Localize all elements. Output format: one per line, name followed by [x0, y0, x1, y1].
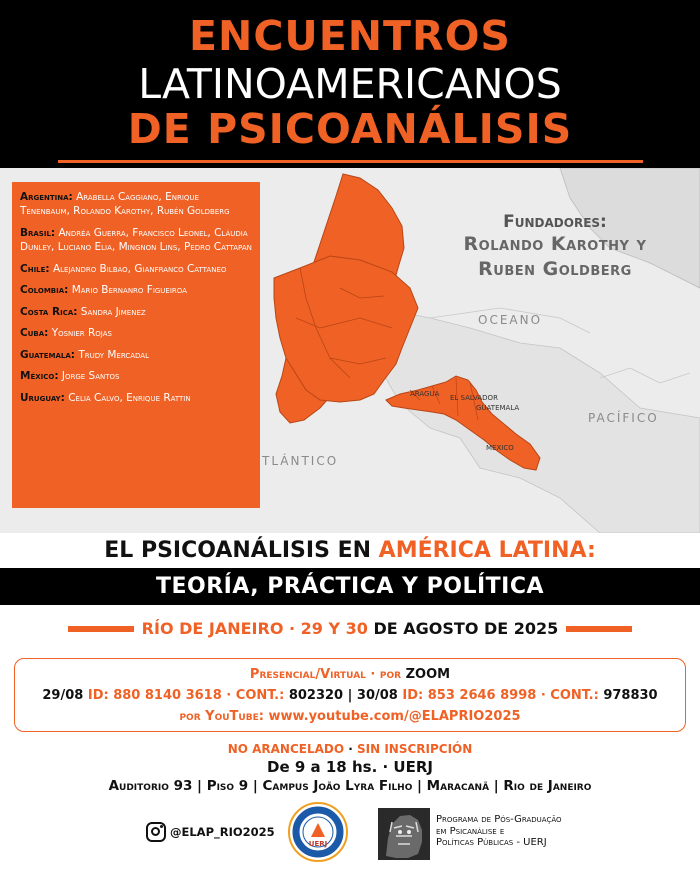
location-month-year: DE AGOSTO DE 2025: [373, 619, 559, 638]
youtube-label: por YouTube:: [179, 709, 269, 724]
access-info-box: [14, 658, 686, 732]
country-entry: [20, 262, 252, 276]
founders-name-2: Ruben Goldberg: [478, 257, 632, 280]
subtitle-line-1: [0, 533, 700, 569]
country-entry: [20, 226, 252, 255]
country-name: Brasil:: [20, 226, 56, 239]
ocean-label-oceano: OCEANO: [478, 313, 543, 327]
country-entry: [20, 190, 252, 219]
country-members: Sandra Jimenez: [80, 305, 146, 318]
subtitle-part-1: EL PSICOANÁLISIS EN: [104, 538, 379, 563]
country-entry: [20, 283, 252, 297]
founders-name-1: Rolando Karothy y: [463, 233, 647, 255]
country-name: Argentina:: [20, 191, 73, 203]
hours-line: De 9 a 18 hs. · UERJ: [267, 758, 433, 776]
country-entry: [20, 391, 252, 405]
day2-date: 30/08: [356, 688, 403, 703]
countries-panel: [12, 182, 260, 508]
day1-pass: 802320: [288, 688, 344, 703]
title-line-3: DE PSICOANÁLISIS: [127, 105, 573, 153]
title-line-1: ENCUENTROS: [189, 12, 511, 60]
day2-pass-label: CONT.:: [550, 688, 604, 703]
map-label-aragua: ARAGUA: [410, 390, 440, 398]
ocean-label-atlantico: TLÁNTICO: [262, 454, 339, 468]
country-name: Chile:: [20, 262, 50, 275]
instagram-handle[interactable]: [146, 822, 275, 842]
program-line-2: em Psicanálise e: [436, 825, 505, 837]
instagram-text: @ELAP_RIO2025: [170, 825, 275, 839]
day1-pass-label: CONT.:: [235, 688, 289, 703]
location-date: [0, 619, 700, 645]
founders-label: Fundadores:: [503, 212, 607, 232]
title-line-2: LATINOAMERICANOS: [138, 60, 562, 108]
country-entry: [20, 326, 252, 340]
map-label-el-salvador: EL SALVADOR: [450, 394, 498, 402]
country-members: Arabella Caggiano, Enrique Tenenbaum, Rolando Karothy, Rubén Goldberg: [20, 191, 230, 218]
country-members: Jorge Santos: [61, 370, 120, 383]
instagram-icon: [146, 822, 166, 842]
address-line: Auditorio 93 | Piso 9 | Campus João Lyra Filho | Maracanã | Rio de Janeiro: [108, 778, 592, 794]
day2-sep: ·: [536, 688, 551, 703]
country-members: Celia Calvo, Enrique Rattin: [68, 391, 191, 404]
location-bar-right: [566, 626, 632, 632]
day2-id-label: ID:: [402, 688, 428, 703]
day2-id[interactable]: 853 2646 8998: [427, 688, 537, 703]
map-label-mexico: MEXICO: [486, 444, 514, 452]
day1-sep: ·: [221, 688, 236, 703]
country-name: Guatemala:: [20, 348, 75, 361]
mode-line: [15, 664, 685, 685]
zoom-ids-line: [15, 685, 685, 706]
program-logo: [378, 808, 430, 860]
country-members: Andréa Guerra, Francisco Leonel, Cláudia Dunley, Luciano Elia, Mingnon Lins, Pedro Cattapan: [20, 226, 252, 254]
zoom-label: ZOOM: [405, 667, 451, 682]
free-sep: ·: [344, 742, 357, 756]
free-admission-line: [0, 742, 700, 756]
founders: [430, 212, 680, 281]
day1-date: 29/08: [42, 688, 88, 703]
no-registration-label: SIN INSCRIPCIÓN: [357, 742, 473, 756]
youtube-link[interactable]: www.youtube.com/@ELAPRIO2025: [268, 709, 521, 724]
country-name: Costa Rica:: [20, 305, 78, 318]
country-name: México:: [20, 370, 59, 383]
program-line-1: Programa de Pós-Graduação: [436, 814, 562, 825]
uerj-logo: [287, 801, 349, 863]
youtube-line: [15, 706, 685, 727]
map-label-guatemala: GUATEMALA: [476, 404, 520, 412]
mode-text: Presencial/Virtual · por: [249, 667, 406, 682]
program-line-3: Políticas Públicas - UERJ: [436, 837, 547, 848]
country-entry: [20, 348, 252, 362]
country-entry: [20, 369, 252, 383]
country-name: Colombia:: [20, 284, 69, 297]
location-bar-left: [68, 626, 134, 632]
location-city-dates: RÍO DE JANEIRO · 29 Y 30: [141, 619, 374, 638]
day-divider: |: [343, 688, 357, 703]
country-members: Yosnier Rojas: [51, 327, 112, 340]
uerj-logo-text: UERJ: [308, 840, 328, 848]
country-members: Alejandro Bilbao, Gianfranco Cattaneo: [52, 262, 227, 275]
country-members: Mario Bernanro Figueiroa: [71, 284, 187, 297]
country-name: Cuba:: [20, 327, 49, 340]
day1-id[interactable]: 880 8140 3618: [113, 688, 222, 703]
subtitle-line-2: [0, 568, 700, 605]
country-entry: [20, 305, 252, 319]
country-members: Trudy Mercadal: [78, 348, 149, 361]
title-underline: [58, 160, 643, 163]
header: [0, 0, 700, 168]
day2-pass: 978830: [603, 688, 658, 703]
subtitle-part-2: AMÉRICA LATINA:: [378, 538, 596, 563]
ocean-label-pacifico: PACÍFICO: [588, 411, 659, 425]
day1-id-label: ID:: [87, 688, 114, 703]
program-text: [436, 814, 562, 849]
free-label: NO ARANCELADO: [227, 742, 345, 756]
subtitle-line-2-text: TEORÍA, PRÁCTICA Y POLÍTICA: [155, 574, 545, 599]
country-name: Uruguay:: [20, 391, 65, 404]
